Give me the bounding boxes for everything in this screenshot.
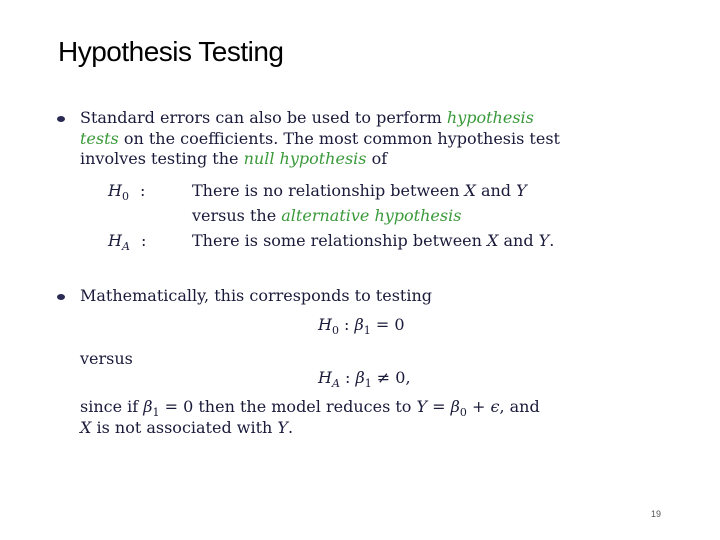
colon: : [140, 181, 146, 200]
text: on the coefficients. The most common hypothesis test [118, 129, 560, 148]
text: is not associated with [91, 418, 278, 437]
symbol-beta: β [354, 315, 364, 334]
var-x: X [464, 181, 476, 200]
text: There is some relationship between [192, 231, 488, 250]
bullet2-intro: Mathematically, this corresponds to testing [80, 286, 432, 305]
page-number: 19 [651, 509, 662, 519]
subscript: 0 [459, 406, 467, 420]
term-alternative-hypothesis: alternative hypothesis [281, 206, 462, 225]
subscript: A [331, 377, 340, 391]
symbol-h: H [318, 368, 332, 387]
symbol-epsilon: ϵ [490, 397, 500, 416]
text: Standard errors can also be used to perform [80, 108, 447, 127]
var-x: X [80, 418, 92, 437]
period: . [549, 231, 555, 250]
subscript: A [121, 240, 130, 254]
h0-text [192, 181, 527, 200]
var-y: Y [538, 231, 550, 250]
period: . [287, 418, 294, 437]
subscript: 1 [364, 377, 372, 391]
term-hypothesis: hypothesis [446, 108, 534, 127]
since-line1 [80, 397, 540, 419]
since-line2 [80, 418, 293, 437]
symbol-beta: β [355, 368, 365, 387]
symbol-h: H [108, 181, 122, 200]
text: + [466, 397, 491, 416]
text: = 0 [370, 315, 405, 334]
text: There is no relationship between [192, 181, 465, 200]
text: = [427, 397, 451, 416]
var-x: X [487, 231, 499, 250]
colon: : [339, 368, 356, 387]
ha-text [192, 231, 554, 250]
var-y: Y [516, 181, 527, 200]
subscript: 1 [152, 406, 160, 420]
bullet-marker [57, 116, 65, 122]
h0-label [108, 181, 145, 203]
text: = 0 then the model reduces to [159, 397, 417, 416]
bullet1-line3 [80, 149, 387, 168]
term-tests: tests [80, 129, 119, 148]
symbol-beta: β [450, 397, 460, 416]
bullet-marker [57, 294, 65, 300]
text: since if [80, 397, 144, 416]
text: and [475, 181, 517, 200]
text: and [498, 231, 539, 250]
equation-null [318, 315, 405, 337]
slide-title: Hypothesis Testing [58, 36, 284, 67]
subscript: 0 [121, 190, 129, 204]
colon: : [338, 315, 355, 334]
versus-word: versus [80, 349, 133, 368]
text: of [366, 149, 388, 168]
symbol-beta: β [143, 397, 153, 416]
text: ≠ 0, [371, 368, 411, 387]
symbol-h: H [108, 231, 122, 250]
colon: : [141, 231, 147, 250]
ha-label [108, 231, 146, 253]
var-y: Y [416, 397, 428, 416]
text: , and [499, 397, 540, 416]
subscript: 1 [363, 324, 371, 338]
bullet1-line1 [80, 108, 534, 127]
versus-line [192, 206, 461, 225]
text: versus the [192, 206, 282, 225]
text: involves testing the [80, 149, 244, 168]
equation-alternative [318, 368, 411, 390]
subscript: 0 [331, 324, 339, 338]
bullet1-line2 [80, 129, 560, 148]
var-y: Y [277, 418, 288, 437]
symbol-h: H [318, 315, 332, 334]
term-null-hypothesis: null hypothesis [243, 149, 367, 168]
